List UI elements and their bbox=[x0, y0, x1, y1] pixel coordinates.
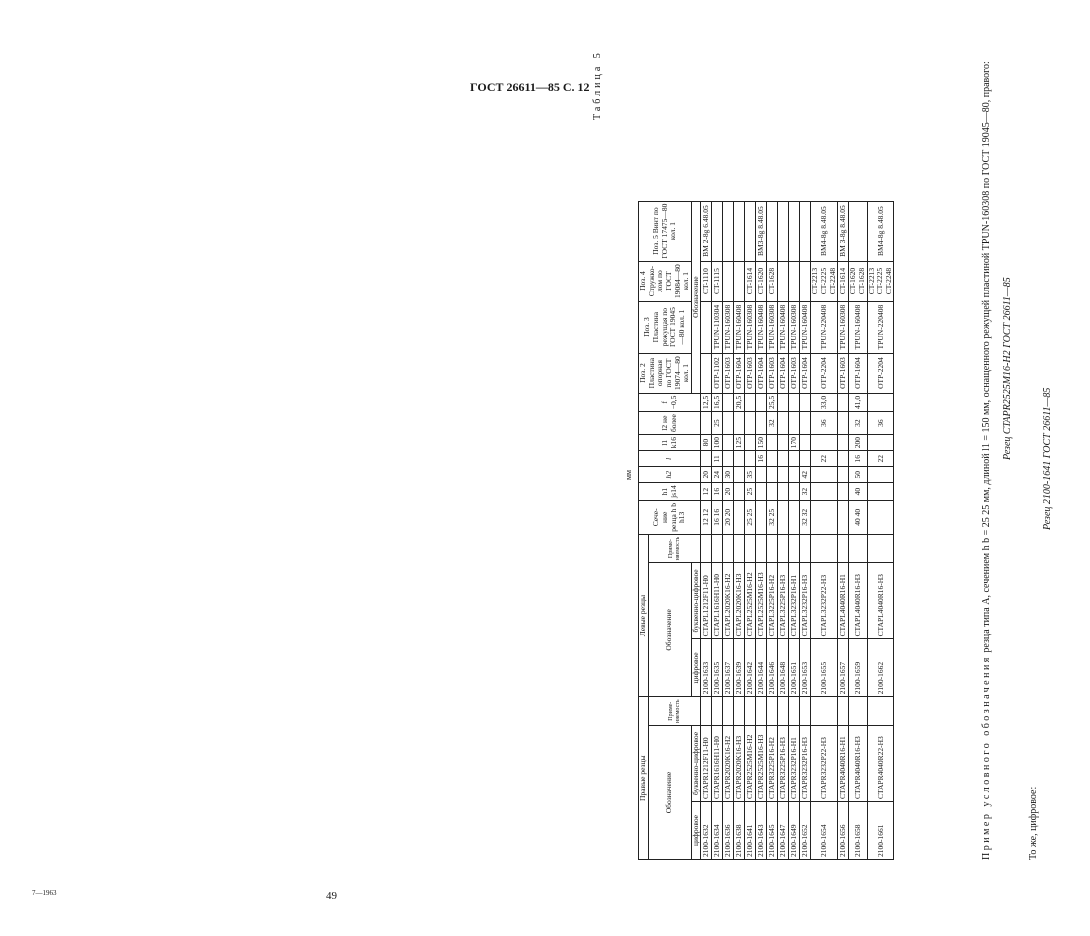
table-cell: 36 bbox=[811, 412, 838, 435]
table-cell bbox=[789, 412, 800, 435]
table-cell: CT-1620 CT-1628 bbox=[849, 261, 867, 301]
table-cell: 16 bbox=[756, 451, 767, 467]
table-cell bbox=[745, 435, 756, 451]
page-number: 49 bbox=[326, 890, 337, 902]
example-text bbox=[980, 30, 994, 860]
table-cell bbox=[767, 534, 778, 563]
units-label: мм bbox=[624, 469, 633, 480]
table-cell bbox=[800, 393, 811, 412]
table-cell: OTP-1603 bbox=[745, 353, 756, 393]
table-cell bbox=[712, 201, 723, 261]
table-cell: BM4-8g 8.48.05 bbox=[811, 201, 838, 261]
table-cell bbox=[811, 435, 838, 451]
table-cell bbox=[723, 261, 734, 301]
table-row bbox=[867, 201, 894, 859]
table-cell bbox=[778, 467, 789, 483]
table-cell bbox=[800, 412, 811, 435]
table-cell: 2100-1634 bbox=[712, 802, 723, 860]
table-cell bbox=[838, 500, 849, 534]
table-cell: CTAPL3225P16-H3 bbox=[778, 563, 789, 639]
table-cell: CTAPR4040R16-H3 bbox=[849, 726, 867, 802]
table-cell: 2100-1654 bbox=[811, 802, 838, 860]
table-cell: 24 bbox=[712, 467, 723, 483]
rotated-content bbox=[592, 40, 1090, 860]
table-cell bbox=[867, 467, 894, 483]
table-cell bbox=[745, 412, 756, 435]
table-cell: CTAPL3232P16-H1 bbox=[789, 563, 800, 639]
header-pos5: Поз. 5 Винт по ГОСТ 17475—80 кол. 1 bbox=[639, 201, 692, 261]
header-alnum-r: буквенно-цифровое bbox=[691, 726, 701, 802]
table-cell bbox=[723, 697, 734, 726]
table-cell: 2100-1646 bbox=[767, 639, 778, 697]
table-cell bbox=[756, 412, 767, 435]
table-cell bbox=[767, 201, 778, 261]
table-cell: CTAPL2525M16-H3 bbox=[756, 563, 767, 639]
table-cell: 2100-1633 bbox=[701, 639, 712, 697]
table-cell: 2100-1636 bbox=[723, 802, 734, 860]
header-l1: l1 k16 bbox=[639, 435, 701, 451]
table-cell: 16,5 bbox=[712, 393, 723, 412]
table-row bbox=[712, 201, 723, 859]
table-cell: TPUN-160308 bbox=[789, 301, 800, 353]
table-cell bbox=[734, 467, 745, 483]
page-header: ГОСТ 26611—85 С. 12 bbox=[470, 80, 590, 94]
table-cell bbox=[723, 435, 734, 451]
table-cell: 2100-1643 bbox=[756, 802, 767, 860]
table-cell: CTAPR3225P16-H2 bbox=[767, 726, 778, 802]
header-section: Сече-ние резца h b h13 bbox=[639, 500, 701, 534]
table-cell bbox=[723, 393, 734, 412]
table-cell: 22 bbox=[811, 451, 838, 467]
table-cell: 2100-1632 bbox=[701, 802, 712, 860]
table-cell bbox=[789, 483, 800, 501]
table-row bbox=[789, 201, 800, 859]
table-cell bbox=[800, 435, 811, 451]
table-cell: OTP-2204 bbox=[867, 353, 894, 393]
table-cell bbox=[734, 201, 745, 261]
table-cell: 33,0 bbox=[811, 393, 838, 412]
table-row bbox=[734, 201, 745, 859]
table-cell bbox=[712, 697, 723, 726]
table-cell bbox=[800, 534, 811, 563]
table-cell bbox=[734, 534, 745, 563]
table-cell: 20 20 bbox=[723, 500, 734, 534]
table-cell: 2100-1635 bbox=[712, 639, 723, 697]
table-cell bbox=[767, 467, 778, 483]
table-cell: 2100-1653 bbox=[800, 639, 811, 697]
table-cell: 2100-1659 bbox=[849, 639, 867, 697]
table-cell: 2100-1652 bbox=[800, 802, 811, 860]
table-cell: 25 bbox=[712, 412, 723, 435]
table-cell bbox=[838, 483, 849, 501]
table-cell: 2100-1661 bbox=[867, 802, 894, 860]
table-cell: BM4-8g 8.48.05 bbox=[867, 201, 894, 261]
table-cell bbox=[778, 697, 789, 726]
table-cell: 50 bbox=[849, 467, 867, 483]
table-cell: 2100-1641 bbox=[745, 802, 756, 860]
table-cell: 32 bbox=[800, 483, 811, 501]
table-cell bbox=[767, 435, 778, 451]
table-cell: OTP-1604 bbox=[800, 353, 811, 393]
table-cell: 2100-1649 bbox=[789, 802, 800, 860]
table-cell: CTAPL3232P22-H3 bbox=[811, 563, 838, 639]
table-cell: 40 bbox=[849, 483, 867, 501]
header-right-cutters: Правые резцы bbox=[639, 697, 649, 860]
table-cell bbox=[778, 412, 789, 435]
table-cell: TPUN-220408 bbox=[811, 301, 838, 353]
table-cell: 200 bbox=[849, 435, 867, 451]
header-pos2: Поз. 2 Пластина опорная по ГОСТ 19074—80 кол. 1 bbox=[639, 353, 692, 393]
table-cell bbox=[745, 451, 756, 467]
table-cell: 2100-1637 bbox=[723, 639, 734, 697]
table-cell bbox=[867, 500, 894, 534]
table-cell: 22 bbox=[867, 451, 894, 467]
same-digital-label: То же, цифровое: bbox=[1028, 786, 1039, 860]
table-cell: 36 bbox=[867, 412, 894, 435]
table-cell bbox=[811, 500, 838, 534]
table-cell bbox=[849, 697, 867, 726]
table-cell: 2100-1656 bbox=[838, 802, 849, 860]
table-cell: 100 bbox=[712, 435, 723, 451]
table-cell bbox=[756, 500, 767, 534]
table-cell: CT-1110 bbox=[701, 261, 712, 301]
table-cell: CT-2213 CT-2225 CT-2248 bbox=[811, 261, 838, 301]
table-cell bbox=[701, 412, 712, 435]
header-h2: h2 bbox=[639, 467, 701, 483]
table-row bbox=[745, 201, 756, 859]
table-cell: TPUN-220408 bbox=[867, 301, 894, 353]
header-h1: h1 js14 bbox=[639, 483, 701, 501]
table-cell: CTAPR1616H11-H0 bbox=[712, 726, 723, 802]
table-cell bbox=[778, 451, 789, 467]
table-cell bbox=[778, 261, 789, 301]
table-cell: BM3-8g 8.48.05 bbox=[756, 201, 767, 261]
table-cell: CTAPR3232P16-H1 bbox=[789, 726, 800, 802]
table-cell bbox=[838, 467, 849, 483]
table-cell: CTAPL2020K16-H2 bbox=[723, 563, 734, 639]
table-cell bbox=[756, 467, 767, 483]
table-cell bbox=[811, 467, 838, 483]
table-cell bbox=[767, 483, 778, 501]
header-designation-group: Обозначение bbox=[691, 201, 701, 393]
table-cell: OTP-2204 bbox=[811, 353, 838, 393]
table-cell bbox=[701, 697, 712, 726]
table-cell bbox=[800, 201, 811, 261]
table-cell bbox=[734, 451, 745, 467]
table-cell bbox=[867, 435, 894, 451]
table-cell bbox=[849, 534, 867, 563]
table-cell: 42 bbox=[800, 467, 811, 483]
table-cell: 40 40 bbox=[849, 500, 867, 534]
table-cell: 41,0 bbox=[849, 393, 867, 412]
table-cell: 2100-1651 bbox=[789, 639, 800, 697]
table-cell bbox=[756, 534, 767, 563]
table-cell: OTP-1604 bbox=[756, 353, 767, 393]
table-cell bbox=[745, 697, 756, 726]
table-cell: 25 25 bbox=[745, 500, 756, 534]
header-f: f −0,5 bbox=[639, 393, 701, 412]
table-cell bbox=[745, 201, 756, 261]
table-cell bbox=[723, 412, 734, 435]
header-left-cutters: Левые резцы bbox=[639, 534, 649, 697]
table-cell: 150 bbox=[756, 435, 767, 451]
table-cell bbox=[867, 534, 894, 563]
table-cell: 16 bbox=[712, 483, 723, 501]
table-cell: TPUN-160408 bbox=[800, 301, 811, 353]
header-digital-l: цифровое bbox=[691, 639, 701, 697]
table-row bbox=[701, 201, 712, 859]
cutter-right-designation: Резец CTAPR2525M16-H2 ГОСТ 26611—85 bbox=[1002, 277, 1013, 460]
header-alnum-l: буквенно-цифровое bbox=[691, 563, 701, 639]
table-cell: 32 bbox=[767, 412, 778, 435]
table-row bbox=[838, 201, 849, 859]
table-cell: 2100-1647 bbox=[778, 802, 789, 860]
table-cell: BM 3-8g 8.48.05 bbox=[838, 201, 849, 261]
table-cell: TPUN-110304 bbox=[712, 301, 723, 353]
table-cell bbox=[867, 483, 894, 501]
table-cell: OTP-1604 bbox=[778, 353, 789, 393]
table-cell bbox=[838, 697, 849, 726]
cutter-digital-designation: Резец 2100-1641 ГОСТ 26611—85 bbox=[1042, 387, 1053, 530]
table-cell bbox=[701, 451, 712, 467]
table-cell: 2100-1645 bbox=[767, 802, 778, 860]
table-cell: OTP-1604 bbox=[734, 353, 745, 393]
table-cell bbox=[789, 451, 800, 467]
table-row bbox=[800, 201, 811, 859]
table-cell: CT-1115 bbox=[712, 261, 723, 301]
table-cell: 25,5 bbox=[767, 393, 778, 412]
table-cell bbox=[789, 261, 800, 301]
table-cell bbox=[767, 697, 778, 726]
table-cell: 32 25 bbox=[767, 500, 778, 534]
table-cell bbox=[723, 201, 734, 261]
table-cell bbox=[745, 393, 756, 412]
table-cell: TPUN-160308 bbox=[745, 301, 756, 353]
table-cell: 2100-1642 bbox=[745, 639, 756, 697]
table-cell bbox=[867, 393, 894, 412]
table-cell: CTAPL4040R16-H3 bbox=[849, 563, 867, 639]
table-cell bbox=[701, 301, 712, 353]
table-cell: 170 bbox=[789, 435, 800, 451]
table-title: Таблица 5 bbox=[592, 50, 603, 120]
table-row bbox=[849, 201, 867, 859]
table-cell: 2100-1658 bbox=[849, 802, 867, 860]
table-cell: CTAPR3232P16-H3 bbox=[800, 726, 811, 802]
table-cell: OTP-1603 bbox=[723, 353, 734, 393]
table-cell bbox=[811, 483, 838, 501]
table-cell: 2100-1639 bbox=[734, 639, 745, 697]
table-cell: TPUN-160408 bbox=[756, 301, 767, 353]
print-imprint: 7—1963 bbox=[32, 889, 57, 897]
table-cell: BM 2-8g 6.48.05 bbox=[701, 201, 712, 261]
table-cell bbox=[745, 534, 756, 563]
table-cell: CTAPL1616H11-H0 bbox=[712, 563, 723, 639]
table-cell bbox=[838, 412, 849, 435]
table-cell: 32 32 bbox=[800, 500, 811, 534]
table-cell: 20,5 bbox=[734, 393, 745, 412]
table-cell bbox=[789, 500, 800, 534]
table-cell: 12,5 bbox=[701, 393, 712, 412]
table-cell: 20 bbox=[701, 467, 712, 483]
table-row bbox=[811, 201, 838, 859]
table-cell bbox=[734, 697, 745, 726]
table-cell bbox=[849, 201, 867, 261]
table-cell: 12 bbox=[701, 483, 712, 501]
table-cell: 12 12 bbox=[701, 500, 712, 534]
table-cell: 11 bbox=[712, 451, 723, 467]
table-cell: CTAPR2020K16-H3 bbox=[734, 726, 745, 802]
table-cell: 2100-1648 bbox=[778, 639, 789, 697]
table-cell: CT-1614 bbox=[745, 261, 756, 301]
table-cell: CTAPR4040R16-H1 bbox=[838, 726, 849, 802]
table-cell: TPUN-160408 bbox=[778, 301, 789, 353]
table-cell: 35 bbox=[745, 467, 756, 483]
table-cell: TPUN-160308 bbox=[723, 301, 734, 353]
table-cell bbox=[778, 201, 789, 261]
table-cell: CTAPL2020K16-H3 bbox=[734, 563, 745, 639]
table-cell: CTAPR2020K16-H2 bbox=[723, 726, 734, 802]
table-cell: OTP-1603 bbox=[838, 353, 849, 393]
table-cell bbox=[800, 451, 811, 467]
example-label: Пример условного обозначения bbox=[981, 655, 992, 860]
table-cell bbox=[756, 393, 767, 412]
table-cell: OTP-1603 bbox=[789, 353, 800, 393]
header-applicability-l: Приме-няемость bbox=[648, 534, 701, 563]
spec-table bbox=[638, 201, 894, 860]
table-cell: OTP-1102 bbox=[712, 353, 723, 393]
table-cell bbox=[789, 393, 800, 412]
table-cell: CTAPR3232P22-H3 bbox=[811, 726, 838, 802]
table-cell: 2100-1657 bbox=[838, 639, 849, 697]
header-l: l bbox=[639, 451, 701, 467]
table-row bbox=[767, 201, 778, 859]
table-cell: 125 bbox=[734, 435, 745, 451]
table-cell bbox=[811, 534, 838, 563]
table-cell: 25 bbox=[745, 483, 756, 501]
table-cell: CTAPL4040R16-H1 bbox=[838, 563, 849, 639]
table-cell: CTAPL3232P16-H3 bbox=[800, 563, 811, 639]
table-cell: 20 bbox=[723, 483, 734, 501]
table-cell bbox=[789, 534, 800, 563]
table-row bbox=[778, 201, 789, 859]
table-cell bbox=[734, 483, 745, 501]
header-applicability-r: Приме-няемость bbox=[648, 697, 701, 726]
table-cell bbox=[838, 393, 849, 412]
table-cell: 2100-1655 bbox=[811, 639, 838, 697]
table-cell bbox=[789, 201, 800, 261]
table-cell: 16 bbox=[849, 451, 867, 467]
table-cell bbox=[778, 393, 789, 412]
header-l2: l2 не более bbox=[639, 412, 701, 435]
table-row bbox=[756, 201, 767, 859]
table-cell bbox=[701, 534, 712, 563]
table-cell: CTAPR1212F11-H0 bbox=[701, 726, 712, 802]
header-pos4: Поз. 4 Стружко-лом по ГОСТ 19084—80 кол. 1 bbox=[639, 261, 692, 301]
table-cell: 32 bbox=[849, 412, 867, 435]
table-cell: 2100-1662 bbox=[867, 639, 894, 697]
table-cell bbox=[778, 534, 789, 563]
table-cell: CTAPR4040R22-H3 bbox=[867, 726, 894, 802]
table-cell: 16 16 bbox=[712, 500, 723, 534]
table-cell: 80 bbox=[701, 435, 712, 451]
table-cell bbox=[734, 500, 745, 534]
table-cell: CT-1620 bbox=[756, 261, 767, 301]
table-cell bbox=[734, 261, 745, 301]
table-cell: TPUN-160408 bbox=[849, 301, 867, 353]
header-designation-l: Обозначение bbox=[648, 563, 691, 697]
table-cell bbox=[723, 534, 734, 563]
table-cell bbox=[789, 697, 800, 726]
table-cell: CTAPL3225P16-H2 bbox=[767, 563, 778, 639]
table-cell bbox=[789, 467, 800, 483]
table-cell bbox=[800, 697, 811, 726]
table-cell bbox=[838, 534, 849, 563]
table-cell: CTAPR2525M16-H3 bbox=[756, 726, 767, 802]
table-cell bbox=[723, 451, 734, 467]
table-cell: CT-2213 CT-2225 CT-2248 bbox=[867, 261, 894, 301]
example-body: резца типа А, сечением h b = 25 25 мм, длиной l1 = 150 мм, оснащенного режущей пластиной TPUN-160308 по ГОСТ 19045—80, правого: bbox=[981, 61, 992, 653]
table-cell: TPUN-160308 bbox=[838, 301, 849, 353]
table-cell: TPUN-160308 bbox=[767, 301, 778, 353]
table-cell bbox=[778, 500, 789, 534]
table-cell: CTAPR3225P16-H3 bbox=[778, 726, 789, 802]
table-cell bbox=[838, 435, 849, 451]
header-digital-r: цифровое bbox=[691, 802, 701, 860]
table-cell bbox=[778, 483, 789, 501]
table-cell: 30 bbox=[723, 467, 734, 483]
table-cell bbox=[778, 435, 789, 451]
table-cell bbox=[767, 451, 778, 467]
table-cell: 2100-1644 bbox=[756, 639, 767, 697]
table-cell: CT-1614 bbox=[838, 261, 849, 301]
table-cell: TPUN-160408 bbox=[734, 301, 745, 353]
table-cell bbox=[811, 697, 838, 726]
table-cell bbox=[800, 261, 811, 301]
table-cell: CTAPL4040R16-H3 bbox=[867, 563, 894, 639]
table-cell: CT-1628 bbox=[767, 261, 778, 301]
table-cell: 2100-1638 bbox=[734, 802, 745, 860]
header-pos3: Поз. 3 Пластина режущая по ГОСТ 19045—80 кол. 1 bbox=[639, 301, 692, 353]
header-designation-r: Обозначение bbox=[648, 726, 691, 860]
table-cell: CTAPR2525M16-H2 bbox=[745, 726, 756, 802]
table-cell: CTAPL2525M16-H2 bbox=[745, 563, 756, 639]
table-cell bbox=[756, 697, 767, 726]
table-cell bbox=[838, 451, 849, 467]
table-cell: OTP-1604 bbox=[849, 353, 867, 393]
table-row bbox=[723, 201, 734, 859]
table-cell: OTP-1603 bbox=[767, 353, 778, 393]
table-cell bbox=[712, 534, 723, 563]
table-cell bbox=[756, 483, 767, 501]
table-cell: CTAPL1212F11-H0 bbox=[701, 563, 712, 639]
table-cell bbox=[701, 353, 712, 393]
table-cell bbox=[734, 412, 745, 435]
table-cell bbox=[867, 697, 894, 726]
